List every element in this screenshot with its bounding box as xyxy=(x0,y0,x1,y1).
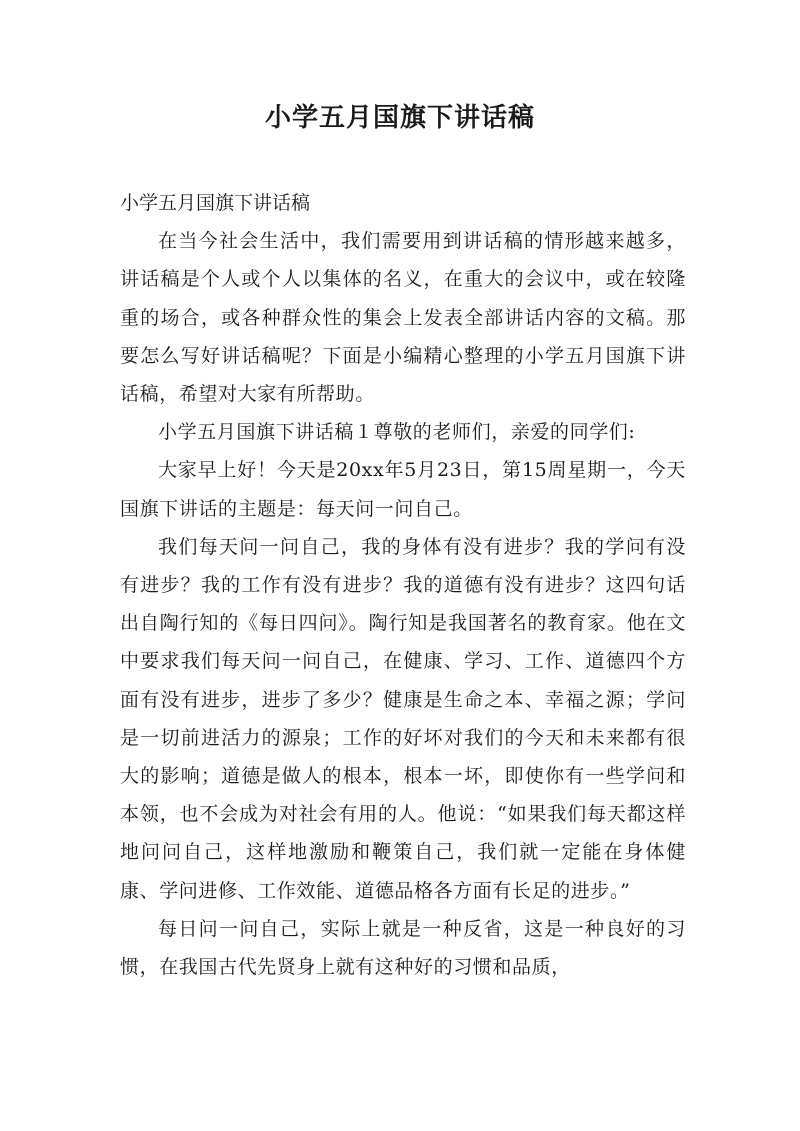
paragraph-salutation: 小学五月国旗下讲话稿１尊敬的老师们，亲爱的同学们: xyxy=(158,421,636,444)
paragraph-four-questions: 我们每天问一问自己，我的身体有没有进步？我的学问有没有进步？我的工作有没有进步？我的道德有没有进步？这四句话出自陶行知的《每日四问》。陶行知是我国著名的教育家。他在文中要求我们每天问一问自己，在健康、学习、工作、道德四个方面有没有进步，进步了多少？健康是生命之本、幸福之源；学问是一切前进活力的源泉；工作的好坏对我们的今天和未来都有很大的影响；道德是做人的根本，根本一坏，即使你有一些学问和本领，也不会成为对社会有用的人。他说：“如果我们每天都这样地问问自己，这样地激励和鞭策自己，我们就一定能在身体健康、学问进修、工作效能、道德品格各方面有长足的进步。” xyxy=(120,535,686,902)
paragraph-greeting: 大家早上好！今天是20xx年5月23日，第15周星期一，今天国旗下讲话的主题是：每天问一问自己。 xyxy=(120,459,686,520)
document-subtitle: 小学五月国旗下讲话稿 xyxy=(120,192,311,214)
document-title: 小学五月国旗下讲话稿 xyxy=(264,103,535,133)
paragraph-intro: 在当今社会生活中，我们需要用到讲话稿的情形越来越多，讲话稿是个人或个人以集体的名义，在重大的会议中，或在较隆重的场合，或各种群众性的集会上发表全部讲话内容的文稿。那要怎么写好讲话稿呢？下面是小编精心整理的小学五月国旗下讲话稿，希望对大家有所帮助。 xyxy=(120,230,686,406)
document-body xyxy=(120,184,686,986)
paragraph-reflection: 每日问一问自己，实际上就是一种反省，这是一种良好的习惯，在我国古代先贤身上就有这种好的习惯和品质， xyxy=(120,917,686,979)
